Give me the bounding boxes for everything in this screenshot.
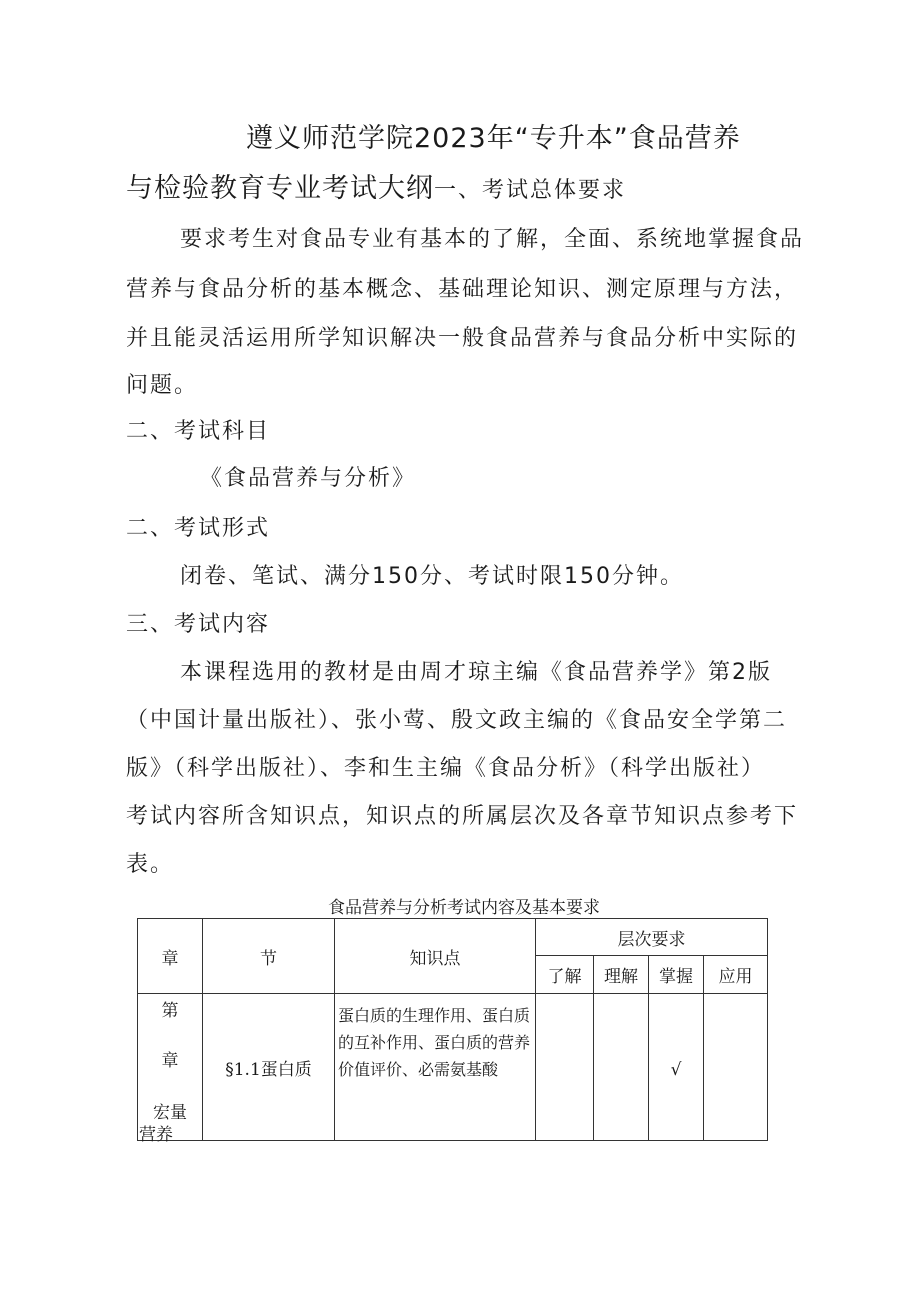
- header-section: 节: [203, 919, 335, 994]
- header-chapter: 章: [138, 919, 203, 994]
- requirements-table: [137, 918, 768, 1145]
- section1-paragraph-line: 并且能灵活运用所学知识解决一般食品营养与食品分析中实际的: [126, 326, 799, 351]
- header-comprehend: 理解: [594, 956, 649, 994]
- doc-title-line2-text: 与检验教育专业考试大纲: [126, 173, 434, 204]
- section3-heading: 二、考试形式: [126, 516, 271, 541]
- section1-heading: 一、考试总体要求: [434, 178, 627, 203]
- cell-chapter: [138, 994, 203, 1145]
- doc-title-line2: [126, 166, 626, 205]
- section4-paragraph-line: 考试内容所含知识点，知识点的所属层次及各章节知识点参考下: [126, 804, 799, 829]
- cell-comprehend: [594, 994, 649, 1141]
- section4-paragraph-line: （中国计量出版社）、张小莺、殷文政主编的《食品安全学第二: [126, 708, 788, 733]
- header-level: 层次要求: [536, 919, 768, 956]
- chapter-part: 宏量: [153, 1103, 187, 1123]
- section4-paragraph-line: 表。: [126, 852, 175, 877]
- section1-paragraph-line: 要求考生对食品专业有基本的了解，全面、系统地掌握食品: [180, 227, 805, 252]
- section4-heading: 三、考试内容: [126, 612, 271, 637]
- header-apply: 应用: [704, 956, 768, 994]
- section2-heading: 二、考试科目: [126, 419, 271, 444]
- header-knowledge: 知识点: [335, 919, 536, 994]
- chapter-part: 第: [161, 1001, 179, 1021]
- section1-paragraph-line: 问题。: [126, 373, 199, 398]
- header-understand: 了解: [536, 956, 594, 994]
- cell-knowledge: 蛋白质的生理作用、蛋白质的互补作用、蛋白质的营养价值评价、必需氨基酸: [335, 994, 536, 1141]
- doc-title-line1: 遵义师范学院2023年“专升本”食品营养: [246, 123, 741, 154]
- cell-understand: [536, 994, 594, 1141]
- chapter-part: 章: [161, 1051, 179, 1071]
- table-caption: 食品营养与分析考试内容及基本要求: [328, 898, 600, 918]
- section4-paragraph-line: 本课程选用的教材是由周才琼主编《食品营养学》第2版: [180, 660, 772, 685]
- section1-paragraph-line: 营养与食品分析的基本概念、基础理论知识、测定原理与方法，: [126, 277, 799, 302]
- table-header-row: [138, 919, 768, 956]
- chapter-part: 营养: [139, 1125, 173, 1145]
- cell-apply: [704, 994, 768, 1141]
- cell-master: √: [649, 994, 704, 1141]
- cell-section: §1.1蛋白质: [203, 994, 335, 1141]
- exam-subject: 《食品营养与分析》: [200, 466, 417, 491]
- table-row: [138, 994, 768, 1141]
- section4-paragraph-line: 版》（科学出版社）、李和生主编《食品分析》（科学出版社）: [126, 756, 766, 781]
- exam-format: 闭卷、笔试、满分150分、考试时限150分钟。: [180, 564, 684, 589]
- header-master: 掌握: [649, 956, 704, 994]
